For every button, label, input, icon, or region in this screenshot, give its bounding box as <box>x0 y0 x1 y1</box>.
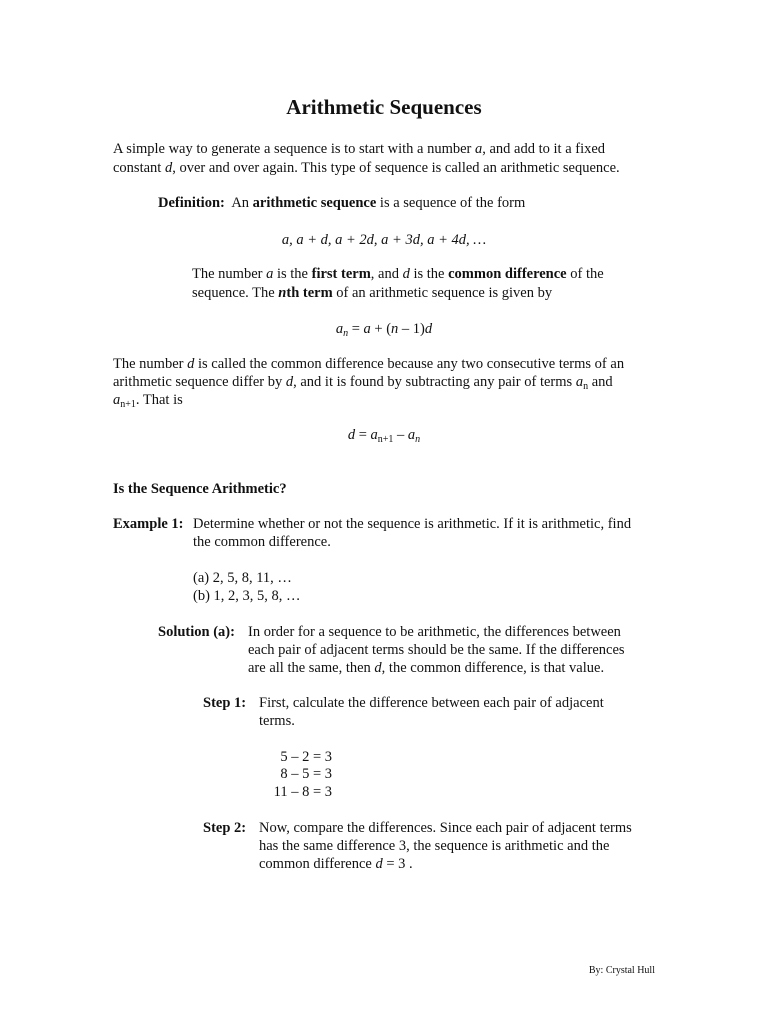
common-difference-line-2 <box>113 373 613 391</box>
text: is called the common difference because any two consecutive terms of an <box>194 356 625 372</box>
text: sequence. The <box>192 285 279 301</box>
nth-n: n <box>278 285 287 301</box>
formula-a: a <box>335 321 344 337</box>
first-term-label: first term <box>311 266 371 282</box>
text: common difference <box>259 856 376 872</box>
variable-d: d <box>187 356 195 372</box>
text: The number <box>192 266 267 282</box>
step-2-line-3 <box>259 855 413 873</box>
step-2-label: Step 2: <box>203 820 247 836</box>
solution-label: Solution (a): <box>158 624 235 640</box>
example-line-1: Determine whether or not the sequence is arithmetic. If it is arithmetic, find <box>193 516 632 532</box>
calc-line-3: 11 – 8 = 3 <box>273 784 332 800</box>
formula-text: + ( <box>370 321 392 337</box>
formula-a: a <box>370 427 378 443</box>
calc-line-1: 5 – 2 = 3 <box>280 749 332 765</box>
formula-d: d <box>424 321 433 337</box>
text: The number <box>113 356 188 372</box>
step-1-label: Step 1: <box>203 695 247 711</box>
author-footer: By: Crystal Hull <box>588 965 655 976</box>
variable-a: a <box>266 266 274 282</box>
text: , and <box>370 266 403 282</box>
example-part-a: (a) 2, 5, 8, 11, … <box>193 570 292 586</box>
definition-label: Definition: <box>158 195 225 211</box>
formula-text: = <box>348 321 364 337</box>
text: of the <box>566 266 604 282</box>
definition-text: An <box>231 195 253 211</box>
page-title: Arithmetic Sequences <box>286 95 482 119</box>
term-a: a <box>113 392 121 408</box>
formula-subscript: n <box>415 434 421 445</box>
intro-text: constant <box>113 160 165 176</box>
formula-text: = <box>355 427 371 443</box>
variable-d: d <box>374 660 382 676</box>
variable-d: d <box>164 160 173 176</box>
intro-text: , and add to it a fixed <box>482 141 606 157</box>
step-2-line-2: has the same difference 3, the sequence is arithmetic and the <box>259 838 610 854</box>
nth-term-label: th term <box>286 285 333 301</box>
variable-d: d <box>375 856 383 872</box>
common-difference-label: common difference <box>448 266 567 282</box>
formula-a: a <box>407 427 416 443</box>
formula-subscript: n <box>343 328 349 339</box>
subscript: n <box>583 381 589 392</box>
text: . That is <box>135 392 183 408</box>
text: arithmetic sequence differ by <box>113 374 286 390</box>
text: = 3 . <box>382 856 413 872</box>
common-difference-line-1 <box>113 355 624 373</box>
text: , and it is found by subtracting any pair of terms <box>293 374 576 390</box>
intro-line-1 <box>113 140 605 158</box>
text: are all the same, then <box>248 660 375 676</box>
step-2-line-1: Now, compare the differences. Since each pair of adjacent terms <box>259 820 632 836</box>
difference-formula <box>0 426 768 444</box>
formula-n: n <box>391 321 399 337</box>
text: is the <box>273 266 312 282</box>
definition-term: arithmetic sequence <box>252 195 377 211</box>
example-line-2: the common difference. <box>193 534 331 550</box>
definition-explanation-line-2 <box>192 284 552 302</box>
text: and <box>588 374 613 390</box>
sequence-form: a, a + d, a + 2d, a + 3d, a + 4d, … <box>281 232 487 248</box>
step-1-line-1: First, calculate the difference between each pair of adjacent <box>259 695 604 711</box>
common-difference-line-3 <box>113 391 183 409</box>
solution-line-2: each pair of adjacent terms should be the same. If the differences <box>248 642 625 658</box>
subscript: n+1 <box>120 399 136 410</box>
definition-text: is a sequence of the form <box>376 195 526 211</box>
example-label: Example 1: <box>113 516 184 532</box>
formula-text: – <box>393 427 408 443</box>
section-heading: Is the Sequence Arithmetic? <box>113 481 287 497</box>
solution-line-1: In order for a sequence to be arithmetic, the differences between <box>248 624 621 640</box>
formula-d: d <box>347 427 356 443</box>
calc-line-2: 8 – 5 = 3 <box>280 766 332 782</box>
variable-a: a <box>475 141 483 157</box>
step-1-line-2: terms. <box>259 713 295 729</box>
intro-line-2 <box>113 159 620 177</box>
formula-a: a <box>363 321 371 337</box>
text: of an arithmetic sequence is given by <box>332 285 553 301</box>
solution-line-3 <box>248 659 604 677</box>
text: is the <box>409 266 449 282</box>
intro-text: , over and over again. This type of sequence is called an arithmetic sequence. <box>172 160 620 176</box>
text: , the common difference, is that value. <box>381 660 605 676</box>
intro-text: A simple way to generate a sequence is to start with a number <box>113 141 475 157</box>
variable-d: d <box>402 266 410 282</box>
formula-text: – 1) <box>398 321 425 337</box>
example-part-b: (b) 1, 2, 3, 5, 8, … <box>193 588 301 604</box>
formula-subscript: n+1 <box>377 434 394 445</box>
term-a: a <box>575 374 584 390</box>
definition-explanation-line-1 <box>192 265 604 283</box>
nth-term-formula <box>0 320 768 338</box>
variable-d: d <box>285 374 294 390</box>
definition-line <box>158 194 525 212</box>
